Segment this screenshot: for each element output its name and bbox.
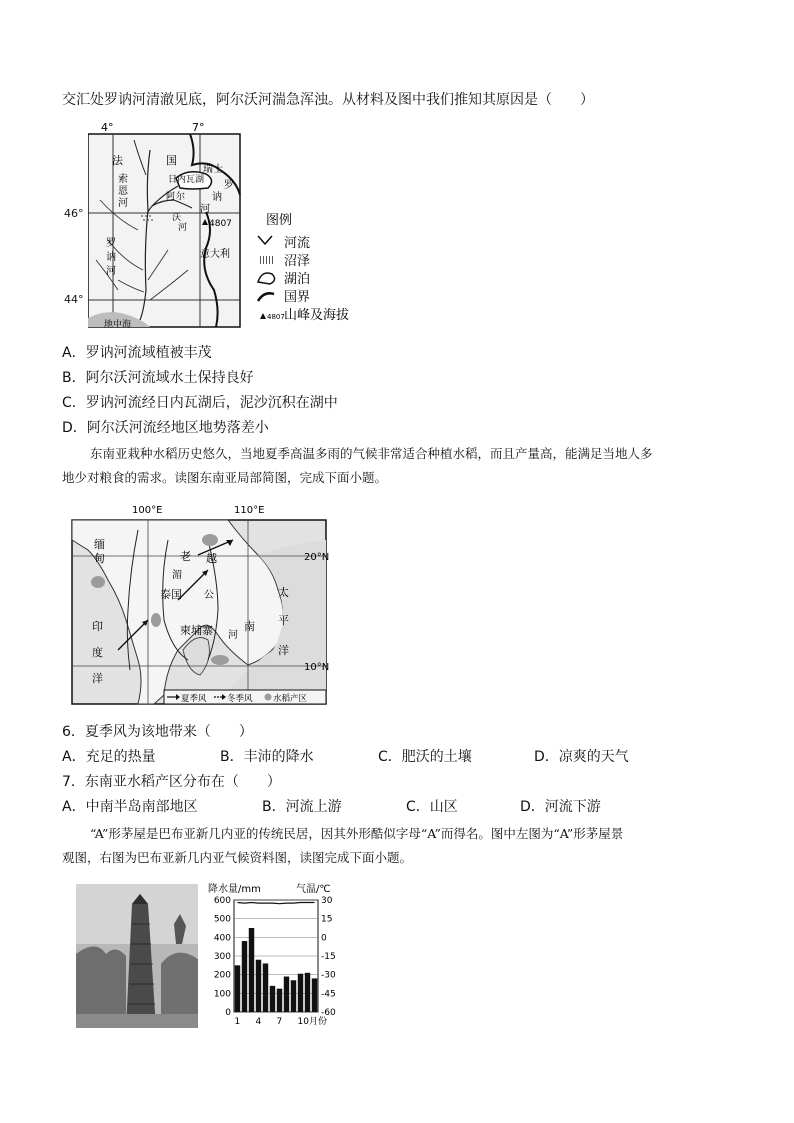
marsh-legend-icon: [260, 256, 273, 264]
label-indian-3: 洋: [92, 672, 103, 685]
label-geneva: 日内瓦湖: [168, 175, 205, 185]
label-peak: 4807: [209, 219, 232, 229]
q6-option-d[interactable]: D．凉爽的天气: [534, 749, 629, 765]
a-frame-hut-photo: [76, 884, 198, 1028]
x-tick-label: 4: [255, 1017, 262, 1027]
label-rhone-l2: 讷: [106, 252, 116, 263]
y-tick-left: 600: [213, 896, 231, 906]
legend-peak-value: 4807: [267, 313, 285, 321]
label-swiss: 瑞士: [203, 164, 223, 175]
passage3-line-1: “A”形茅屋是巴布亚新几内亚的传统民居，因其外形酷似字母“A”而得名。图中左图为“A”形茅屋景: [90, 826, 624, 841]
legend-summer-monsoon: 夏季风: [181, 694, 207, 704]
precipitation-bar: [284, 977, 289, 1012]
label-mekong-3: 河: [228, 630, 238, 641]
lon-label-7: 7°: [192, 121, 205, 134]
y-tick-left: 400: [213, 933, 231, 944]
label-vietnam-2: 南: [244, 620, 255, 633]
y-tick-right: 15: [321, 914, 333, 925]
label-vietnam-1: 越: [206, 552, 217, 565]
x-tick-label: 1: [234, 1017, 241, 1027]
label-pacific-3: 洋: [278, 644, 289, 657]
y-tick-left: 100: [213, 989, 231, 1000]
legend-border: 国界: [284, 290, 311, 305]
peak-legend-icon: [260, 313, 266, 319]
q7-option-b[interactable]: B．河流上游: [262, 799, 342, 815]
label-rhone-r3: 河: [200, 204, 210, 215]
sea-map: [68, 500, 343, 710]
precipitation-bar: [235, 965, 240, 1012]
label-mediterranean: 地中海: [104, 320, 132, 330]
q5-option-b[interactable]: B．阿尔沃河流域水土保持良好: [62, 370, 254, 386]
label-pacific-1: 太: [278, 586, 289, 599]
q5-stem: 交汇处罗讷河清澈见底，阿尔沃河湍急浑浊。从材料及图中我们推知其原因是（ ）: [62, 92, 594, 108]
rhone-map: [88, 120, 363, 335]
precipitation-bar: [242, 941, 247, 1012]
precipitation-bar: [263, 963, 268, 1012]
label-thailand: 泰国: [160, 588, 182, 601]
lat-label-44-text: 44°: [64, 293, 84, 306]
label-cambodia: 柬埔寨: [180, 624, 213, 637]
precipitation-bar: [298, 974, 303, 1012]
precipitation-bar: [277, 989, 282, 1012]
label-rhone-l1: 罗: [106, 238, 116, 249]
label-mekong-2: 公: [204, 590, 214, 601]
passage2-line-2: 地少对粮食的需求。读图东南亚局部简图，完成下面小题。: [62, 470, 388, 485]
legend-river: 河流: [284, 236, 311, 251]
label-italy: 意大利: [200, 249, 230, 260]
lat-label-10n: 10°N: [304, 662, 330, 673]
label-pacific-2: 平: [278, 614, 289, 627]
q7-option-a[interactable]: A．中南半岛南部地区: [62, 799, 198, 815]
label-arve-2: 尔: [176, 192, 186, 202]
temperature-line: [238, 903, 315, 904]
label-arve-3: 沃: [172, 213, 182, 223]
lon-label-4: 4°: [101, 121, 114, 134]
y-tick-right: 0: [321, 933, 327, 944]
label-arve-4: 河: [178, 223, 188, 233]
precipitation-bar: [249, 928, 254, 1012]
q6-stem: 6．夏季风为该地带来（ ）: [62, 724, 253, 740]
lat-label-20n: 20°N: [304, 552, 330, 563]
label-france-2: 国: [166, 154, 177, 167]
legend-rice-area: 水稻产区: [273, 694, 308, 704]
lon-label-110e: 110°E: [234, 505, 265, 516]
passage2-line-1: 东南亚栽种水稻历史悠久，当地夏季高温多雨的气候非常适合种植水稻，而且产量高，能满足当地人多: [90, 446, 653, 461]
y-tick-right: 30: [321, 896, 333, 906]
label-mekong-1: 湄: [172, 570, 182, 581]
legend-title: 图例: [266, 213, 293, 228]
precipitation-bar: [270, 986, 275, 1012]
legend-peak: 山峰及海拔: [284, 308, 350, 323]
chart-ylabel-right: 气温/℃: [296, 884, 331, 895]
climate-chart: [200, 880, 380, 1030]
y-tick-left: 200: [213, 970, 231, 981]
label-saone-1: 索: [118, 174, 128, 185]
rice-area-icon: [265, 694, 272, 701]
label-rhone-r1: 罗: [224, 180, 234, 191]
y-tick-right: -60: [321, 1008, 336, 1018]
q7-option-d[interactable]: D．河流下游: [520, 799, 601, 815]
label-myanmar-1: 缅: [94, 538, 105, 551]
passage3-line-2: 观图，右图为巴布亚新几内亚气候资料图，读图完成下面小题。: [62, 850, 413, 865]
q7-option-c[interactable]: C．山区: [406, 799, 458, 815]
q5-option-a[interactable]: A．罗讷河流域植被丰茂: [62, 345, 212, 361]
river-legend-icon: [258, 236, 272, 244]
y-tick-left: 500: [213, 914, 231, 925]
legend-marsh: 沼泽: [284, 254, 311, 269]
x-tick-label: 7: [276, 1017, 283, 1027]
precipitation-bar: [305, 973, 310, 1012]
label-indian-1: 印: [92, 620, 103, 633]
y-tick-right: -15: [321, 952, 336, 962]
q6-option-c[interactable]: C．肥沃的土壤: [378, 749, 472, 765]
label-france-1: 法: [112, 154, 123, 167]
y-tick-left: 300: [213, 952, 231, 962]
y-tick-right: -45: [321, 989, 336, 1000]
lon-label-100e: 100°E: [132, 505, 163, 516]
label-laos-1: 老: [180, 550, 191, 563]
legend-winter-monsoon: 冬季风: [227, 694, 253, 704]
lat-label-46-text: 46°: [64, 207, 84, 220]
label-arve-1: 阿: [166, 192, 176, 202]
label-saone-2: 恩: [118, 186, 128, 197]
y-tick-right: -30: [321, 970, 336, 981]
x-tick-label: 10月份: [297, 1017, 327, 1027]
label-rhone-l3: 河: [106, 266, 116, 277]
label-indian-2: 度: [92, 646, 103, 659]
precipitation-bar: [291, 980, 296, 1012]
label-saone-3: 河: [118, 198, 128, 209]
label-rhone-r2: 讷: [212, 192, 222, 203]
legend-lake: 湖泊: [284, 272, 311, 287]
lake-legend-icon: [258, 273, 275, 284]
y-tick-left: 0: [225, 1008, 231, 1018]
q5-option-d[interactable]: D．阿尔沃河流经地区地势落差小: [62, 420, 269, 436]
precipitation-bar: [312, 978, 317, 1012]
border-legend-icon: [258, 293, 274, 301]
chart-ylabel-left: 降水量/mm: [208, 884, 261, 895]
q7-stem: 7．东南亚水稻产区分布在（ ）: [62, 774, 281, 790]
q6-option-a[interactable]: A．充足的热量: [62, 749, 156, 765]
precipitation-bar: [256, 960, 261, 1012]
label-myanmar-2: 甸: [94, 552, 105, 565]
q6-option-b[interactable]: B．丰沛的降水: [220, 749, 314, 765]
q5-option-c[interactable]: C．罗讷河流经日内瓦湖后，泥沙沉积在湖中: [62, 395, 338, 411]
